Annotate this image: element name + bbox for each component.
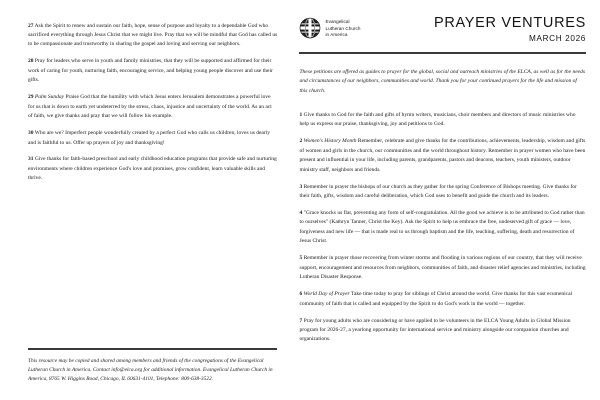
entry-text: Who are we? Imperfect people wonderfully created by a perfect God who calls us children, loves us dearly and is faithful to us. Offer up prayers of joy and thanksgiving! [28, 130, 270, 146]
entry-text: Take time today to pray for siblings of Christ around the world. Give thanks for this vast ecumenical community of faith that is called and equipped by the Spirit to do God's work in the world — together. [299, 291, 573, 307]
right-column-entries [299, 105, 586, 345]
brand-lockup [299, 16, 360, 39]
entry-number: 4 [299, 210, 303, 216]
prayer-entry [28, 57, 277, 85]
entry-lead: Palm Sunday [34, 94, 65, 101]
organization-line: in America [325, 32, 348, 38]
entry-text: Praise God that the humility with which Jesus enters Jerusalem demonstrates a powerful love for us that is down to earth yet undeterred by the stress, chaos, injustice and uncertainty of the world. As an act of faith, we give thanks and pray that we will follow his example. [28, 94, 272, 120]
entry-number: 30 [28, 130, 34, 137]
entry-lead: World Day of Prayer [303, 291, 350, 298]
entry-number: 2 [299, 138, 303, 145]
left-column-entries [28, 16, 277, 184]
entry-number: 6 [299, 291, 303, 298]
footer-block [28, 348, 277, 390]
organization-line: Evangelical [325, 19, 350, 24]
entry-text: Remember, celebrate and give thanks for the contributions, achievements, leadership, wisdom and gifts of women and girls in the church, our communities and the world throughout history. Remember in prayer women who have been present and influential in your life, including parents, grandparents, pastors and deacons, teachers, youth ministers, outdoor ministry staff, neighbors and friends. [299, 138, 586, 173]
entry-number: 27 [28, 22, 34, 29]
entry-text: "Grace knocks us flat, preventing any form of self-congratulation. All the good we achieve is to be attributed to God rather than to ourselves" (Kathryn Tanner, Christ the Key). Ask the Spirit to help us embrace the free, undeserved gift of grace — love, forgiveness and new life — that is made real to us through baptism and the life, teaching, suffering, death and resurrection of Jesus Christ. [299, 210, 585, 245]
header-divider [299, 52, 586, 54]
issue-date: MARCH 2026 [528, 34, 586, 44]
organization-line: Lutheran Church [325, 25, 361, 31]
entry-text: Ask the Spirit to renew and sustain our faith, hope, sense of purpose and loyalty to a dependable God who sacrificed everything through Jesus Christ that we might live. Pray that we will be mindful that God has called us to be compassionate and trustworthy in sharing the gospel and loving and serving our neighbors. [28, 22, 278, 48]
entry-text: Give thanks to God for the faith and gifts of hymn writers, musicians, choir members and directors of music ministries who help us express our praise, thanksgiving, joy and petitions to God. [299, 111, 576, 128]
entry-text: Remember in prayer those recovering from winter storms and flooding in various regions of our country, that they will receive support, encouragement and resources from neighbors, communities of faith, and disaster relief agencies and ministries, including Lutheran Disaster Response. [299, 255, 586, 281]
entry-text: Pray for young adults who are considering or have applied to be volunteers in the ELCA Young Adults in Global Mission program for 2026-27, a yearlong opportunity for international service and ministry alongside our companion churches and organizations. [299, 317, 571, 343]
document-header [299, 16, 586, 50]
prayer-entry [299, 317, 586, 345]
footer-divider [28, 348, 277, 350]
prayer-entry [299, 111, 586, 130]
entry-number: 29 [28, 94, 34, 101]
footer-text: This resource may be copied and shared among members and friends of the congregations of the Evangelical Lutheran Church in America. Contact info@elca.org for additional information. Evangelical Lutheran Church in America, 8765 W. Higgins Road, Chicago, IL 60631-4101, Telephone: 800-638-3522. [28, 357, 273, 383]
prayer-entry [299, 209, 586, 247]
entry-number: 1 [299, 111, 303, 118]
prayer-entry [299, 254, 586, 282]
left-column-spacer [28, 184, 277, 348]
prayer-entry [28, 129, 277, 148]
prayer-entry [28, 155, 277, 183]
prayer-entry [28, 93, 277, 121]
intro-paragraph: These petitions are offered as guides to prayer for the global, social and outreach ministries of the ELCA, as well as for the needs and circumstances of our neighbors, communities and world. Thank you for your continued prayers for the life and mission of this church. [299, 68, 586, 94]
prayer-entry [299, 137, 586, 175]
entry-number: 7 [299, 317, 303, 324]
entry-number: 31 [28, 156, 34, 163]
left-column [14, 16, 293, 390]
title-block [434, 16, 586, 43]
entry-number: 3 [299, 183, 303, 190]
organization-name [325, 17, 360, 39]
prayer-entry [299, 290, 586, 309]
right-column [293, 16, 586, 390]
page-title: PRAYER VENTURES [433, 15, 586, 31]
entry-text: Remember in prayer the bishops of our church as they gather for the spring Conference of Bishops meeting. Give thanks for their faith, gifts, wisdom and careful deliberation, which God uses to benefit and guide the church and its leaders. [299, 183, 577, 200]
entry-number: 5 [299, 255, 303, 262]
elca-cross-globe-logo-icon [299, 17, 321, 39]
entry-text: Pray for leaders who serve in youth and family ministries, that they will be supported and affirmed for their work of caring for youth, nurturing faith, encouraging service, and helping young people discover and use their gifts. [28, 58, 273, 84]
prayer-entry [28, 22, 277, 50]
prayer-entry [299, 183, 586, 202]
entry-text: Give thanks for faith-based preschool and early childhood education programs that provide safe and nurturing environments where children experience God's love and promises, grow confident, learn valuable skills and thrive. [28, 156, 277, 182]
entry-lead: Women's History Month [303, 138, 357, 145]
entry-number: 28 [28, 58, 34, 65]
